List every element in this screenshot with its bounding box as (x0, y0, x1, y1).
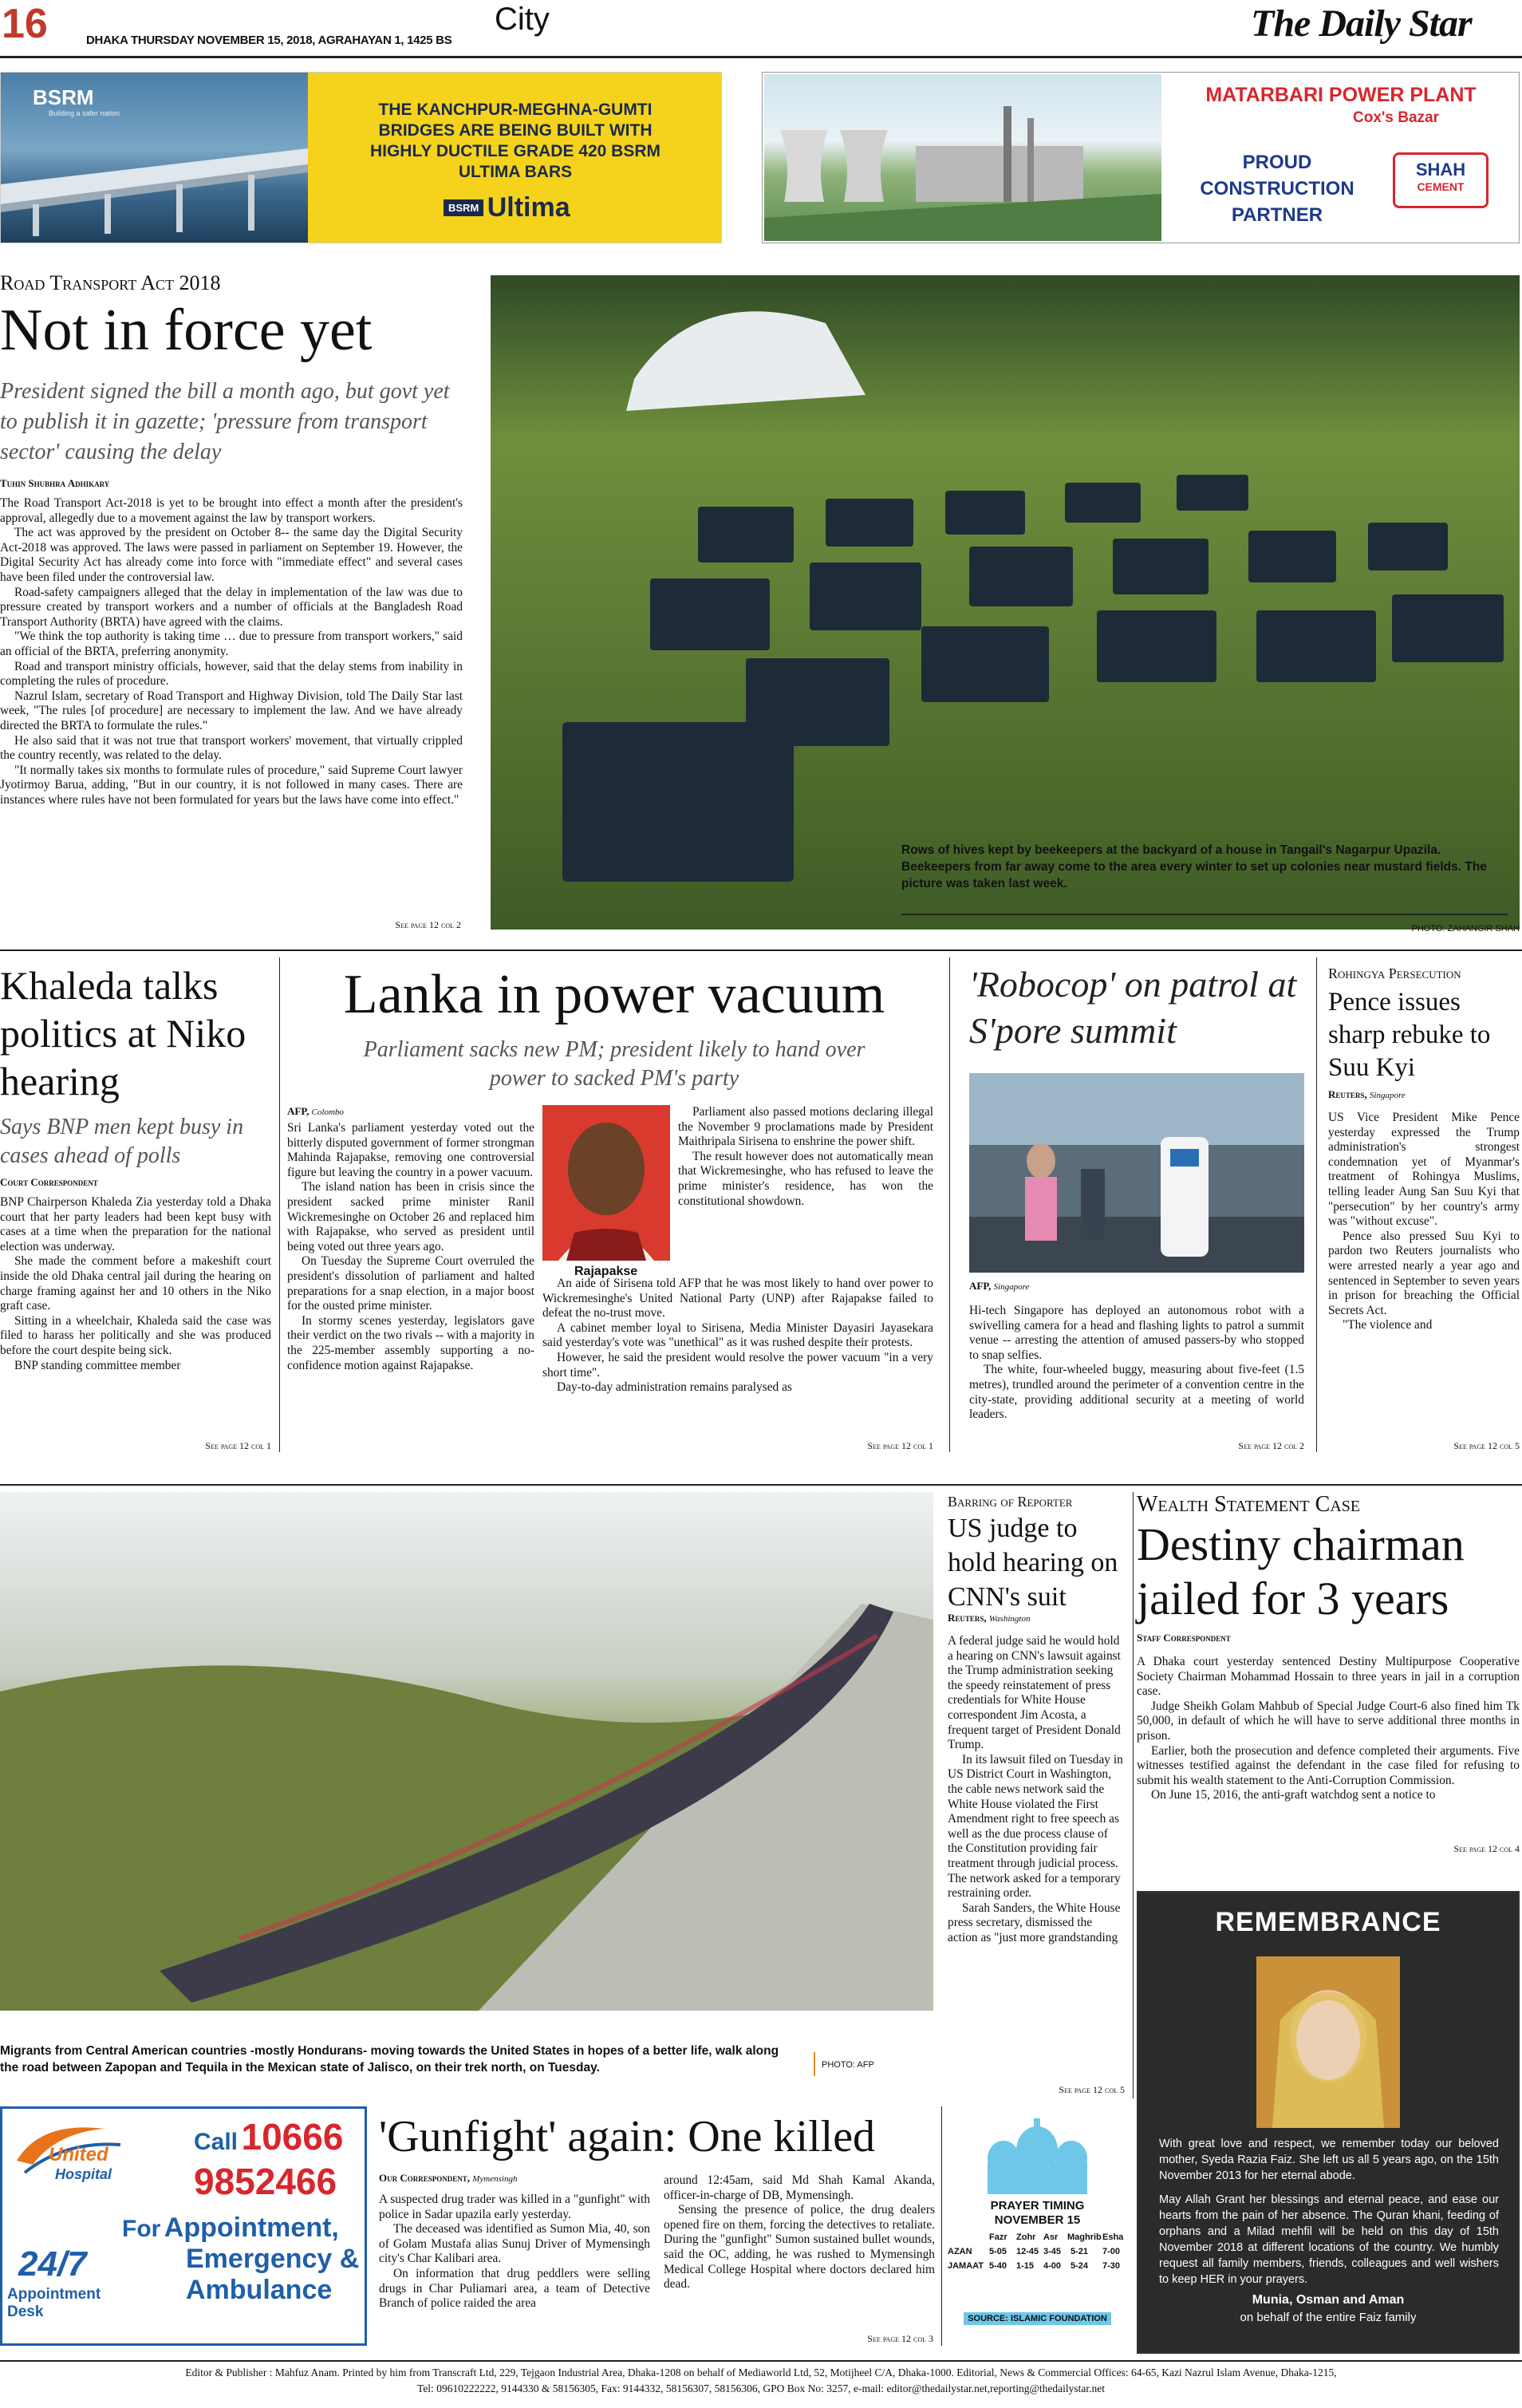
bsrm-yellow-panel (308, 73, 721, 243)
lead-paragraph: "It normally takes six months to formulate rules of procedure," said Supreme Court lawyer Jyotirmoy Barua, adding, "But in our country, it is not followed in many cases. There are instances where rules have not been formulated for years but the laws have come into effect." (0, 763, 463, 807)
lanka-continued-link[interactable]: See page 12 col 1 (867, 1440, 933, 1451)
lanka-paragraph: In stormy scenes yesterday, legislators gave their verdict on the two rivals -- with a majority in the 225-member assembly supporting a no-confidence motion against Rajapakse. (287, 1313, 534, 1372)
migrants-photo (0, 1492, 933, 2011)
services-list (122, 2213, 361, 2306)
shah-cement-ad[interactable] (762, 72, 1520, 243)
prayer-row-label: JAMAAT (948, 2261, 984, 2271)
footer-imprint-2: Tel: 09610222222, 9144330 & 58156305, Fax: 9144332, 58156307, 58156306, GPO Box No: 3257, e-mail: editor@thedailystar.net,reporting@thedailystar.net (417, 2382, 1105, 2394)
prayer-col-header: Esha (1102, 2232, 1124, 2242)
destiny-paragraph: A Dhaka court yesterday sentenced Destiny Multipurpose Cooperative Society Chairman Mohammad Hossain to three years in jail in a corruption case. (1137, 1655, 1520, 1699)
hive-caption-rule (901, 914, 1508, 915)
section-title: City (495, 2, 550, 37)
khaleda-continued-link[interactable]: See page 12 col 1 (205, 1440, 271, 1451)
destiny-byline: Staff Correspondent (1137, 1632, 1231, 1644)
service-emergency: Emergency & (186, 2244, 360, 2274)
column-rule (949, 957, 950, 1452)
gunfight-body-col2 (664, 2173, 935, 2325)
row-divider (0, 949, 1522, 951)
masthead-rule (0, 56, 1522, 58)
lead-continued-link[interactable]: See page 12 col 2 (395, 919, 461, 930)
robocop-photo (969, 1073, 1304, 1273)
hospital-name: Hospital (55, 2166, 112, 2182)
prayer-row-label: AZAN (948, 2247, 972, 2256)
lead-paragraph: The Road Transport Act-2018 is yet to be brought into effect a month after the president's approval, allegedly due to a movement against the law by transport workers. (0, 496, 463, 525)
bsrm-logo: BSRM (33, 85, 94, 109)
destiny-continued-link[interactable]: See page 12 col 4 (1453, 1843, 1520, 1854)
bsrm-ad[interactable] (0, 72, 722, 243)
shah-ad-title: MATARBARI POWER PLANT (1205, 84, 1477, 106)
shah-logo-bottom: CEMENT (1417, 180, 1465, 193)
gunfight-paragraph: A suspected drug trader was killed in a "gunfight" with police in Sadar upazila early yesterday. (379, 2193, 650, 2221)
prayer-row-jamaat (948, 2261, 1127, 2271)
lead-deck: President signed the bill a month ago, but govt yet to publish it in gazette; 'pressure from transport sector' causing the delay (0, 379, 450, 464)
column-rule (279, 957, 280, 1452)
robocop-continued-link[interactable]: See page 12 col 2 (1238, 1440, 1304, 1451)
cnn-agency: Reuters, (948, 1612, 987, 1624)
hive-photo-credit: PHOTO: ZAHANGIR SHAH (1411, 924, 1520, 934)
for-label: For (122, 2216, 161, 2242)
cnn-kicker: Barring of Reporter (948, 1494, 1073, 1510)
khaleda-headline: Khaleda talks politics at Niko hearing (0, 963, 246, 1103)
prayer-time: 7-00 (1102, 2247, 1121, 2256)
prayer-col-header: Zohr (1016, 2232, 1036, 2242)
ultima-name: Ultima (487, 192, 570, 223)
gunfight-dateline: Mymensingh (472, 2174, 518, 2184)
khaleda-body (0, 1195, 271, 1435)
prayer-title: PRAYER TIMING (990, 2199, 1085, 2213)
united-hospital-ad[interactable] (0, 2106, 367, 2346)
lanka-body-col1 (287, 1121, 534, 1448)
lanka-paragraph: Sri Lanka's parliament yesterday voted out the bitterly disputed government of former strongman Mahinda Rajapakse, removing one controversial figure but leaving the country in a power vacuum. (287, 1121, 534, 1179)
column-rule (1133, 1492, 1134, 2098)
prayer-time: 3-45 (1043, 2247, 1062, 2256)
destiny-kicker: Wealth Statement Case (1137, 1492, 1361, 1517)
lanka-headline: Lanka in power vacuum (343, 964, 885, 1025)
column-rule (941, 2106, 942, 2346)
robocop-byline (969, 1280, 1129, 1293)
service-appointment: Appointment, (164, 2213, 339, 2243)
rohingya-dateline: Singapore (1369, 1091, 1406, 1100)
gunfight-paragraph: Sensing the presence of police, the drug dealers opened fire on them, forcing the detectives to retaliate. During the "gunfight" Sumon sustained bullet wounds, said the OC, adding, he was rushed to Mymensingh Medical College Hospital where doctors declared him dead. (664, 2203, 935, 2292)
bsrm-tagline: Building a safer nation (49, 109, 120, 117)
lead-kicker: Road Transport Act 2018 (0, 271, 221, 294)
khaleda-paragraph: She made the comment before a makeshift court inside the old Dhaka central jail during the hearing on charge framing against her and 10 others in the Niko graft case. (0, 1254, 271, 1313)
247-badge: 24/7 (18, 2244, 87, 2284)
rohingya-paragraph: "The violence and (1343, 1318, 1433, 1332)
gunfight-source: Our Correspondent, (379, 2172, 471, 2184)
prayer-time: 5-24 (1071, 2261, 1089, 2271)
rohingya-kicker: Rohingya Persecution (1328, 965, 1461, 981)
khaleda-paragraph: Sitting in a wheelchair, Khaleda said the case was filed to harass her politically and she was produced before the court despite being sick. (0, 1313, 271, 1357)
lanka-paragraph: The island nation has been in crisis since the president sacked prime minister Ranil Wickremesinghe on October 26 and replaced him with Rajapakse, who served as president until being voted out three years ago. (287, 1180, 534, 1253)
gunfight-paragraph: On information that drug peddlers were selling drugs in Char Puliamari area, a team of Detective Branch of police raided the area (379, 2266, 650, 2311)
gunfight-paragraph: The deceased was identified as Sumon Mia, 40, son of Golam Mustafa alias Sunuj Driver of Mymensingh city's Char Kalibari area. (379, 2222, 650, 2266)
khaleda-deck: Says BNP men kept busy in cases ahead of polls (0, 1115, 244, 1168)
shah-logo-top: SHAH (1415, 160, 1466, 180)
lanka-body-col2b (542, 1277, 933, 1444)
migrants-photo-caption: Migrants from Central American countries -mostly Hondurans- moving towards the United States in hopes of a better life, walk along the road between Zapopan and Tequila in the Mexican state of Jalisco, on their trek north, on Tuesday. (0, 2044, 779, 2074)
prayer-col-header: Maghrib (1067, 2232, 1102, 2242)
appointment-desk-label: Appointment Desk (7, 2286, 101, 2320)
lanka-paragraph: Day-to-day administration remains paralysed as (557, 1380, 792, 1395)
row-divider (0, 1484, 1522, 1486)
destiny-paragraph: Earlier, both the prosecution and defence completed their arguments. Five witnesses testified against the defendant in the case filed for refusing to submit his wealth statement to the Anti-Corruption Commission. (1137, 1743, 1520, 1787)
rajapakse-caption: Rajapakse (574, 1265, 638, 1278)
khaleda-paragraph: BNP Chairperson Khaleda Zia yesterday told a Dhaka court that her party leaders had been kept busy with cases at a time when the preparation for the national election was underway. (0, 1195, 271, 1253)
robocop-agency: AFP, (969, 1280, 992, 1292)
rohingya-paragraph: Pence also pressed Suu Kyi to pardon two Reuters journalists who were arrested nearly a year ago and sentenced in September to seven years in prison for breaching the Official Secrets Act. (1328, 1229, 1520, 1317)
lead-paragraph: He also said that it was not true that transport workers' movement, that virtually crippled the country recently, was related to the delay. (0, 733, 463, 763)
robocop-dateline: Singapore (993, 1282, 1030, 1292)
united-name: United (49, 2144, 108, 2165)
prayer-header-row (948, 2232, 1127, 2242)
gunfight-continued-link[interactable]: See page 12 col 3 (867, 2333, 933, 2344)
prayer-time: 5-21 (1071, 2247, 1089, 2256)
remembrance-signers-sub: on behalf of the entire Faiz family (1240, 2311, 1417, 2324)
lead-paragraph: The act was approved by the president on October 8-- the same day the Digital Security Act-2018 was approved. The laws were passed in parliament on September 19. However, the Digital Security Act has already come into force with "immediate effect" and several cases have been filed under the controversial law. (0, 526, 463, 584)
call-label: Call (194, 2129, 239, 2155)
gunfight-paragraph: around 12:45am, said Md Shah Kamal Akanda, officer-in-charge of DB, Mymensingh. (664, 2173, 935, 2202)
robocop-body (969, 1304, 1304, 1439)
prayer-col-header: Asr (1043, 2232, 1059, 2242)
rohingya-body (1328, 1111, 1520, 1438)
prayer-time: 5-05 (989, 2247, 1007, 2256)
hive-photo (491, 275, 1520, 930)
gunfight-headline: 'Gunfight' again: One killed (379, 2112, 876, 2161)
service-ambulance: Ambulance (186, 2275, 333, 2305)
cnn-headline: US judge to hold hearing on CNN's suit (948, 1514, 1118, 1612)
prayer-source: SOURCE: ISLAMIC FOUNDATION (964, 2312, 1111, 2325)
prayer-time: 5-40 (989, 2261, 1007, 2271)
prayer-timing-box (948, 2106, 1127, 2346)
lead-body (0, 496, 463, 911)
prayer-time: 1-15 (1016, 2261, 1035, 2271)
lanka-paragraph: On Tuesday the Supreme Court overruled the president's dissolution of parliament and halted preparations for a snap election, in a major boost for the ousted prime minister. (287, 1254, 534, 1313)
lanka-paragraph: However, he said the president would resolve the power vacuum "in a very short time". (542, 1350, 933, 1380)
remembrance-ad (1137, 1891, 1520, 2354)
prayer-time: 4-00 (1043, 2261, 1062, 2271)
robocop-paragraph: Hi-tech Singapore has deployed an autonomous robot with a swivelling camera for a head and flashing lights to patrol a summit venue -- arresting the attention of amused passers-by who stopped to snap selfies. (969, 1304, 1304, 1362)
cnn-continued-link[interactable]: See page 12 col 5 (1059, 2084, 1125, 2095)
lead-paragraph: Nazrul Islam, secretary of Road Transport and Highway Division, told The Daily Star last week, "The rules [of procedure] are necessary to implement the law. And we have already directed the BRTA to formulate the rules." (0, 689, 463, 732)
daily-star-logo: The Daily Star (1251, 2, 1472, 45)
khaleda-paragraph: BNP standing committee member (14, 1358, 181, 1372)
destiny-headline: Destiny chairman jailed for 3 years (1137, 1518, 1465, 1624)
lanka-body-col2 (678, 1105, 933, 1273)
lead-headline: Not in force yet (0, 298, 373, 363)
cnn-paragraph: In its lawsuit filed on Tuesday in US District Court in Washington, the cable news network said the White House violated the First Amendment right to free speech as well as the due process clause of the Constitution providing fair treatment through judicial process. The network asked for a temporary restraining order. (948, 1752, 1123, 1901)
prayer-table (948, 2232, 1127, 2271)
call-number[interactable]: 10666 (241, 2116, 344, 2157)
lanka-paragraph: The result however does not automatically mean that Wickremesinghe, who has refused to leave the prime minister's residence, has won the constitutional showdown. (678, 1149, 933, 1208)
lead-paragraph: "We think the top authority is taking time … due to pressure from transport workers," said an official of the BRTA, preferring anonymity. (0, 630, 463, 658)
rohingya-paragraph: US Vice President Mike Pence yesterday expressed the Trump administration's strongest condemnation yet of Myanmar's treatment of Rohingya Muslims, telling leader Aung San Suu Kyi that "persecution" by her country's army was "without excuse". (1328, 1111, 1520, 1229)
destiny-body (1137, 1655, 1520, 1846)
remembrance-title: REMEMBRANCE (1215, 1907, 1441, 1937)
cnn-paragraph: Sarah Sanders, the White House press secretary, dismissed the action as "just more grandstanding (948, 1901, 1121, 1944)
prayer-time: 12-45 (1016, 2247, 1039, 2256)
shah-ad-tagline: PROUD CONSTRUCTION PARTNER (1200, 152, 1354, 226)
lanka-paragraph: Parliament also passed motions declaring illegal the November 9 proclamations made by President Maithripala Sirisena to enshrine the power shift. (678, 1105, 933, 1149)
power-plant-image (764, 74, 1161, 241)
ultima-logo (444, 192, 587, 226)
shah-ad-location: Cox's Bazar (1353, 109, 1440, 126)
rohingya-continued-link[interactable]: See page 12 col 5 (1453, 1440, 1520, 1451)
robocop-headline: 'Robocop' on patrol at S'pore summit (969, 964, 1297, 1051)
phone-number[interactable]: 9852466 (194, 2161, 337, 2202)
credit-marker (814, 2052, 815, 2076)
migrants-photo-credit: PHOTO: AFP (822, 2060, 874, 2070)
cnn-paragraph: A federal judge said he would hold a hearing on CNN's lawsuit against the Trump administration seeking the speedy reinstatement of press credentials for White House correspondent Jim Acosta, a frequent target of President Donald Trump. (948, 1634, 1121, 1752)
shah-cement-logo (1393, 152, 1488, 208)
lanka-paragraph: A cabinet member loyal to Sirisena, Media Minister Dayasiri Jayasekara said yesterday's vote was "unethical" as it was rushed despite their protests. (542, 1320, 933, 1350)
lead-paragraph: Road-safety campaigners alleged that the delay in implementation of the law was due to pressure created by transport workers and a number of officials at the Bangladesh Road Transport Authority (BRTA) have agreed with the claims. (0, 585, 463, 629)
ultima-brand: BSRM (444, 199, 483, 216)
cnn-byline (948, 1612, 1131, 1624)
prayer-col-header: Fazr (989, 2232, 1007, 2242)
prayer-row-azan (948, 2247, 1127, 2256)
destiny-paragraph: Judge Sheikh Golam Mahbub of Special Judge Court-6 also fined him Tk 50,000, in default of which he will have to serve additional three months in prison. (1137, 1699, 1520, 1743)
cnn-dateline: Washington (988, 1614, 1031, 1624)
cnn-body (948, 1634, 1125, 2077)
remembrance-portrait (1256, 1956, 1400, 2128)
lanka-paragraph: An aide of Sirisena told AFP that he was most likely to hand over power to Wickremesinghe's United National Party (UNP) after Rajapakse failed to defeat the no-trust move. (542, 1277, 933, 1320)
lead-paragraph: Road and transport ministry officials, however, said that the delay stems from inability in completing the rules of procedure. (0, 659, 463, 689)
robocop-paragraph: The white, four-wheeled buggy, measuring about five-feet (1.5 metres), trundled around the perimeter of a convention centre in the city-state, providing additional security at a meeting of world leaders. (969, 1363, 1304, 1422)
rohingya-agency: Reuters, (1328, 1088, 1367, 1100)
remembrance-text-2: May Allah Grant her blessings and eternal peace, and ease our hearts from the pain of her absence. The Quran khani, feeding of orphans and a Milad mehfil will be held on this day of 15th November 2018 at different locations of the country. We humbly request all family members, friends, colleagues and well wishers to keep HER in your prayers. (1159, 2193, 1499, 2286)
lanka-byline (287, 1105, 447, 1118)
footer-imprint-1: Editor & Publisher : Mahfuz Anam. Printed by him from Transcraft Ltd, 229, Tejgaon Industrial Area, Dhaka-1208 on behalf of Mediaworld Ltd, 52, Motijheel C/A, Dhaka-1000. Editorial, News & Commercial Offices: 64-65, Kazi Nazrul Islam Avenue, Dhaka-1215, (185, 2367, 1337, 2378)
call-line (194, 2115, 343, 2158)
gunfight-byline (379, 2172, 658, 2185)
rohingya-headline: Pence issues sharp rebuke to Suu Kyi (1328, 988, 1491, 1082)
column-rule (1316, 957, 1317, 1452)
dateline: DHAKA THURSDAY NOVEMBER 15, 2018, AGRAHAYAN 1, 1425 BS (86, 34, 452, 47)
rajapakse-photo (542, 1105, 670, 1261)
hive-photo-caption: Rows of hives kept by beekeepers at the backyard of a house in Tangail's Nagarpur Upazila. Beekeepers from far away come to the area every winter to set up colonies near mustard fields. The picture was taken last week. (901, 843, 1487, 890)
lanka-deck: Parliament sacks new PM; president likely to hand over power to sacked PM's party (363, 1037, 865, 1091)
destiny-paragraph: On June 15, 2016, the anti-graft watchdog sent a notice to (1151, 1788, 1436, 1802)
mosque-icon (972, 2114, 1103, 2194)
prayer-time: 7-30 (1102, 2261, 1121, 2271)
page-number: 16 (2, 1, 48, 47)
rohingya-byline (1328, 1088, 1520, 1101)
gunfight-body-col1 (379, 2193, 650, 2344)
remembrance-text-1: With great love and respect, we remember today our beloved mother, Syeda Razia Faiz. She left us all 5 years ago, on the 15th November 2013 for her eternal abode. (1159, 2138, 1499, 2182)
bridge-image (1, 73, 308, 243)
khaleda-byline: Court Correspondent (0, 1176, 98, 1188)
lead-byline: Tuhin Shubhra Adhikary (0, 477, 110, 489)
lanka-agency: AFP, (287, 1105, 310, 1117)
footer-rule (0, 2360, 1522, 2362)
lanka-dateline: Colombo (311, 1107, 344, 1117)
masthead (0, 0, 1522, 59)
united-hospital-logo (9, 2117, 128, 2197)
prayer-date: NOVEMBER 15 (994, 2213, 1081, 2227)
bsrm-headline: THE KANCHPUR-MEGHNA-GUMTI BRIDGES ARE BEING BUILT WITH HIGHLY DUCTILE GRADE 420 BSRM ULTIMA BARS (369, 101, 661, 181)
remembrance-signers: Munia, Osman and Aman (1252, 2293, 1405, 2307)
